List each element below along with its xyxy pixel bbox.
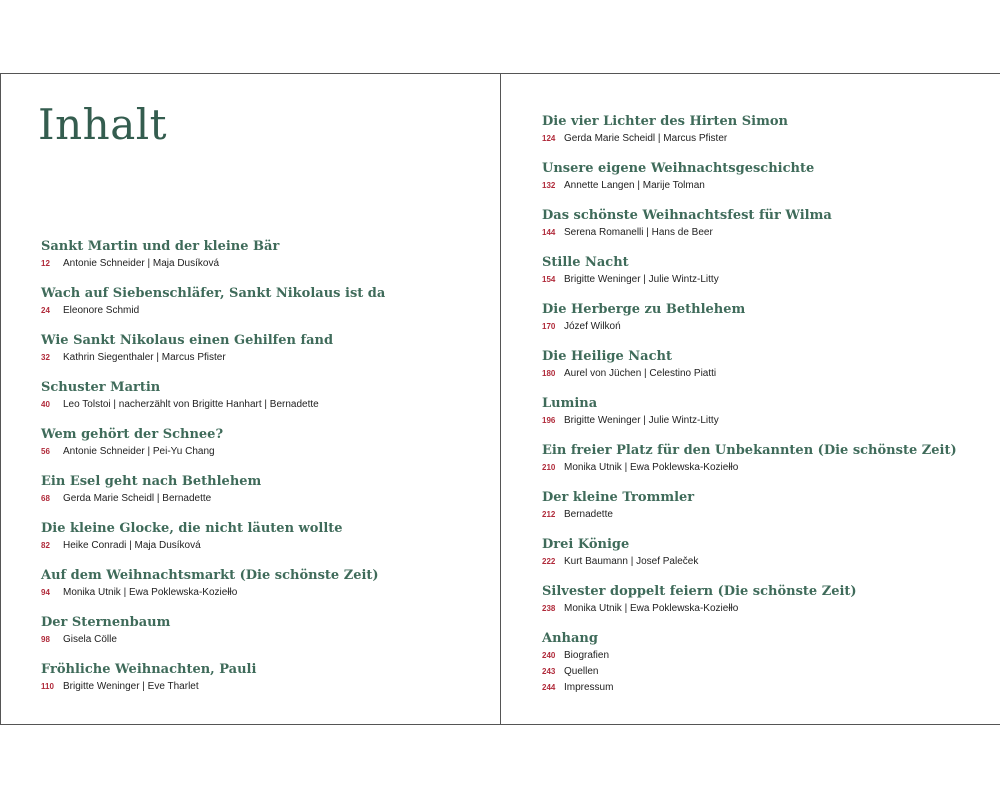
page-number: 68 bbox=[41, 494, 50, 503]
toc-entry-title: Unsere eigene Weihnachtsgeschichte bbox=[542, 161, 815, 176]
toc-entry bbox=[41, 567, 481, 614]
toc-entry-line bbox=[542, 601, 982, 617]
page-number: 212 bbox=[542, 510, 556, 519]
author-credit: Kurt Baumann | Josef Paleček bbox=[564, 556, 699, 567]
page-number: 82 bbox=[41, 541, 50, 550]
toc-entry bbox=[41, 614, 481, 661]
author-credit: Biografien bbox=[564, 650, 610, 661]
toc-entry bbox=[542, 395, 982, 442]
page-number: 24 bbox=[41, 306, 50, 315]
author-credit: Gisela Cölle bbox=[63, 634, 117, 645]
toc-entry-title: Ein Esel geht nach Bethlehem bbox=[41, 474, 262, 489]
toc-entry-line bbox=[542, 178, 982, 194]
page-number: 243 bbox=[542, 667, 556, 676]
author-credit: Serena Romanelli | Hans de Beer bbox=[564, 227, 713, 238]
toc-entry-line bbox=[542, 664, 982, 680]
toc-entry-title: Wach auf Siebenschläfer, Sankt Nikolaus ist da bbox=[41, 286, 386, 301]
toc-entry bbox=[41, 332, 481, 379]
toc-entry-line bbox=[542, 319, 982, 335]
toc-entry bbox=[41, 379, 481, 426]
page-number: 110 bbox=[41, 682, 54, 691]
toc-entry bbox=[41, 238, 481, 285]
toc-entry-line bbox=[41, 303, 481, 319]
toc-entry bbox=[542, 160, 982, 207]
author-credit: Monika Utnik | Ewa Poklewska-Koziełło bbox=[564, 462, 739, 473]
toc-entry bbox=[542, 301, 982, 348]
author-credit: Impressum bbox=[564, 682, 614, 693]
page-number: 210 bbox=[542, 463, 556, 472]
author-credit: Eleonore Schmid bbox=[63, 305, 140, 316]
toc-entry-title: Das schönste Weihnachtsfest für Wilma bbox=[542, 208, 832, 223]
toc-entry-line bbox=[41, 538, 481, 554]
page-number: 240 bbox=[542, 651, 556, 660]
toc-entry-line bbox=[41, 632, 481, 648]
toc-entry bbox=[41, 426, 481, 473]
author-credit: Antonie Schneider | Maja Dusíková bbox=[63, 258, 220, 269]
toc-entry-line bbox=[41, 397, 481, 413]
author-credit: Antonie Schneider | Pei-Yu Chang bbox=[63, 446, 215, 457]
toc-entry bbox=[542, 348, 982, 395]
toc-entry-title: Stille Nacht bbox=[542, 255, 629, 270]
author-credit: Quellen bbox=[564, 666, 599, 677]
toc-right-column bbox=[542, 113, 982, 693]
toc-entry-title: Silvester doppelt feiern (Die schönste Zeit) bbox=[542, 584, 857, 599]
toc-entry-line bbox=[41, 256, 481, 272]
toc-entry-title: Schuster Martin bbox=[41, 380, 161, 395]
author-credit: Bernadette bbox=[564, 509, 613, 520]
toc-entry bbox=[41, 661, 481, 708]
toc-entry bbox=[542, 583, 982, 630]
toc-left-column bbox=[41, 238, 481, 708]
page-number: 12 bbox=[41, 259, 50, 268]
toc-entry bbox=[41, 473, 481, 520]
page-number: 238 bbox=[542, 604, 556, 613]
toc-entry bbox=[542, 442, 982, 489]
toc-entry-line bbox=[41, 491, 481, 507]
page-number: 124 bbox=[542, 134, 556, 143]
toc-entry-line bbox=[41, 585, 481, 601]
toc-entry-title: Anhang bbox=[542, 631, 598, 646]
page-number: 244 bbox=[542, 683, 556, 692]
page-number: 98 bbox=[41, 635, 50, 644]
toc-entry-line bbox=[542, 366, 982, 382]
toc-entry-line bbox=[542, 648, 982, 664]
author-credit: Monika Utnik | Ewa Poklewska-Koziełło bbox=[63, 587, 238, 598]
page-number: 32 bbox=[41, 353, 50, 362]
author-credit: Józef Wilkoń bbox=[564, 321, 621, 332]
toc-entry-line bbox=[41, 350, 481, 366]
toc-entry-title: Lumina bbox=[542, 396, 598, 411]
author-credit: Leo Tolstoi | nacherzählt von Brigitte Hanhart | Bernadette bbox=[63, 399, 319, 410]
page-gutter bbox=[500, 73, 501, 725]
toc-entry-title: Sankt Martin und der kleine Bär bbox=[41, 239, 280, 254]
toc-entry-title: Wie Sankt Nikolaus einen Gehilfen fand bbox=[41, 333, 334, 348]
page-number: 196 bbox=[542, 416, 556, 425]
toc-entry bbox=[542, 207, 982, 254]
page-number: 132 bbox=[542, 181, 556, 190]
toc-entry bbox=[542, 254, 982, 301]
toc-entry-line bbox=[542, 554, 982, 570]
page-number: 154 bbox=[542, 275, 556, 284]
toc-entry bbox=[542, 536, 982, 583]
page-number: 56 bbox=[41, 447, 50, 456]
toc-entry-title: Auf dem Weihnachtsmarkt (Die schönste Zeit) bbox=[41, 568, 379, 583]
toc-entry-title: Die Herberge zu Bethlehem bbox=[542, 302, 746, 317]
toc-entry-line bbox=[542, 272, 982, 288]
author-credit: Brigitte Weninger | Julie Wintz-Litty bbox=[564, 415, 719, 426]
toc-entry-title: Fröhliche Weihnachten, Pauli bbox=[41, 662, 257, 677]
toc-entry-title: Der Sternenbaum bbox=[41, 615, 171, 630]
author-credit: Monika Utnik | Ewa Poklewska-Koziełło bbox=[564, 603, 739, 614]
author-credit: Heike Conradi | Maja Dusíková bbox=[63, 540, 201, 551]
toc-entry bbox=[41, 520, 481, 567]
toc-entry-line bbox=[542, 413, 982, 429]
author-credit: Annette Langen | Marije Tolman bbox=[564, 180, 705, 191]
author-credit: Aurel von Jüchen | Celestino Piatti bbox=[564, 368, 717, 379]
toc-entry-line bbox=[542, 460, 982, 476]
author-credit: Brigitte Weninger | Eve Tharlet bbox=[63, 681, 199, 692]
toc-entry-line bbox=[542, 225, 982, 241]
toc-entry-line bbox=[41, 444, 481, 460]
page-number: 180 bbox=[542, 369, 556, 378]
toc-entry-title: Der kleine Trommler bbox=[542, 490, 695, 505]
toc-entry bbox=[542, 113, 982, 160]
toc-entry bbox=[542, 630, 982, 693]
toc-entry-line bbox=[41, 679, 481, 695]
toc-entry-title: Ein freier Platz für den Unbekannten (Die schönste Zeit) bbox=[542, 443, 957, 458]
toc-entry bbox=[41, 285, 481, 332]
toc-entry-line bbox=[542, 131, 982, 147]
page-number: 40 bbox=[41, 400, 50, 409]
author-credit: Gerda Marie Scheidl | Marcus Pfister bbox=[564, 133, 728, 144]
toc-entry-title: Wem gehört der Schnee? bbox=[41, 427, 224, 442]
page-number: 170 bbox=[542, 322, 556, 331]
page-number: 144 bbox=[542, 228, 556, 237]
toc-entry-line bbox=[542, 507, 982, 523]
page-title: Inhalt bbox=[38, 100, 168, 149]
page-number: 94 bbox=[41, 588, 50, 597]
page-number: 222 bbox=[542, 557, 556, 566]
toc-entry bbox=[542, 489, 982, 536]
toc-entry-title: Drei Könige bbox=[542, 537, 630, 552]
toc-entry-title: Die kleine Glocke, die nicht läuten wollte bbox=[41, 521, 343, 536]
author-credit: Kathrin Siegenthaler | Marcus Pfister bbox=[63, 352, 226, 363]
author-credit: Brigitte Weninger | Julie Wintz-Litty bbox=[564, 274, 719, 285]
toc-entry-title: Die vier Lichter des Hirten Simon bbox=[542, 114, 788, 129]
toc-entry-title: Die Heilige Nacht bbox=[542, 349, 672, 364]
author-credit: Gerda Marie Scheidl | Bernadette bbox=[63, 493, 212, 504]
toc-entry-line bbox=[542, 680, 982, 696]
